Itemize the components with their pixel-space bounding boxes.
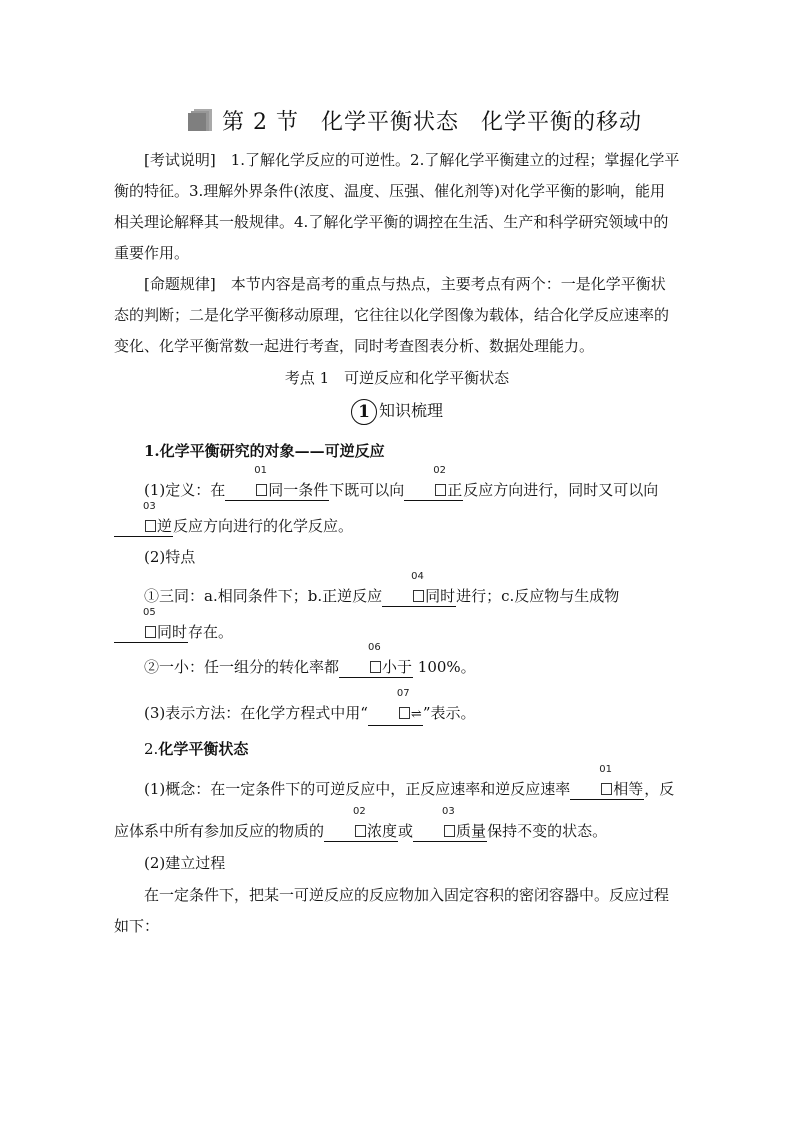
checkbox-icon (256, 484, 267, 496)
exam-description (114, 145, 680, 269)
checkbox-icon (370, 661, 381, 673)
reversible-arrow-icon: ⇌ (410, 707, 422, 722)
one-small-paragraph: ②一小：任一组分的转化率都 06 小于 100%。 (144, 642, 476, 676)
point-heading: 考点 1 可逆反应和化学平衡状态 (284, 369, 510, 387)
checkbox-icon (355, 825, 366, 837)
knowledge-label: 知识梳理 (378, 401, 443, 420)
checkbox-icon (145, 626, 156, 638)
section-number: 第 2 节 (222, 109, 299, 135)
blank-c01: 01 相等 (570, 779, 644, 800)
rule-text: 本节内容是高考的重点与热点，主要考点有两个：一是化学平衡状态的判断；二是化学平衡移动原理，它往往以化学图像为载体，结合化学反应速率的变化、化学平衡常数一起进行考查，同时考查图表分析、数据处理能力。 (114, 275, 670, 355)
representation-paragraph: (3)表示方法：在化学方程式中用“ 07 ⇌”表示。 (114, 698, 680, 729)
rule-tag: [命题规律] (144, 275, 216, 293)
three-same-paragraph: ①三同：a.相同条件下；b.正逆反应 04 同时进行；c.反应物与生成物 05 同时存在。 (114, 578, 680, 650)
section-name-1: 化学平衡状态 (320, 109, 459, 135)
section-title (188, 104, 642, 136)
blank-c03: 03 质量 (413, 821, 487, 842)
checkbox-icon (413, 590, 424, 602)
exam-tag: [考试说明] (144, 151, 216, 169)
blank-07: 07 ⇌ (368, 703, 423, 726)
build-paragraph: 在一定条件下，把某一可逆反应的反应物加入固定容积的密闭容器中。反应过程如下： (114, 886, 670, 935)
checkbox-icon (145, 520, 156, 532)
exam-text: 1.了解化学反应的可逆性。2.了解化学平衡建立的过程；掌握化学平衡的特征。3.理解外界条件(浓度、温度、压强、催化剂等)对化学平衡的影响，能用相关理论解释其一般规律。4.了解化学平衡的调控在生活、生产和科学研究领域中的重要作用。 (114, 151, 680, 262)
blank-05: 05 同时 (114, 622, 188, 643)
knowledge-heading (0, 398, 794, 425)
heading-reversible-reaction: 1.化学平衡研究的对象——可逆反应 (144, 442, 385, 460)
concept-paragraph: (1)概念：在一定条件下的可逆反应中，正反应速率和逆反应速率 01 相等，反应体系中所有参加反应的物质的 02 浓度或 03 质量保持不变的状态。 (114, 764, 675, 840)
checkbox-icon (444, 825, 455, 837)
heading-equilibrium-state: 2.化学平衡状态 (144, 740, 249, 758)
proposition-rule (114, 269, 680, 362)
circle-number-icon: 1 (351, 399, 377, 425)
checkbox-icon (435, 484, 446, 496)
blank-03: 03 逆 (114, 516, 173, 537)
blank-04: 04 同时 (382, 586, 456, 607)
section-name-2: 化学平衡的移动 (481, 109, 643, 135)
blank-06: 06 小于 (339, 657, 413, 678)
build-heading: (2)建立过程 (144, 854, 226, 872)
blank-01: 01 同一条件 (225, 480, 329, 501)
book-icon (188, 109, 212, 131)
blank-02: 02 正 (404, 480, 463, 501)
definition-paragraph: (1)定义：在 01 同一条件下既可以向 02 正反应方向进行，同时又可以向 03 逆反应方向进行的化学反应。 (114, 472, 680, 544)
blank-c02: 02 浓度 (324, 821, 398, 842)
feature-heading: (2)特点 (144, 548, 196, 566)
checkbox-icon (601, 783, 612, 795)
checkbox-icon (399, 707, 410, 719)
